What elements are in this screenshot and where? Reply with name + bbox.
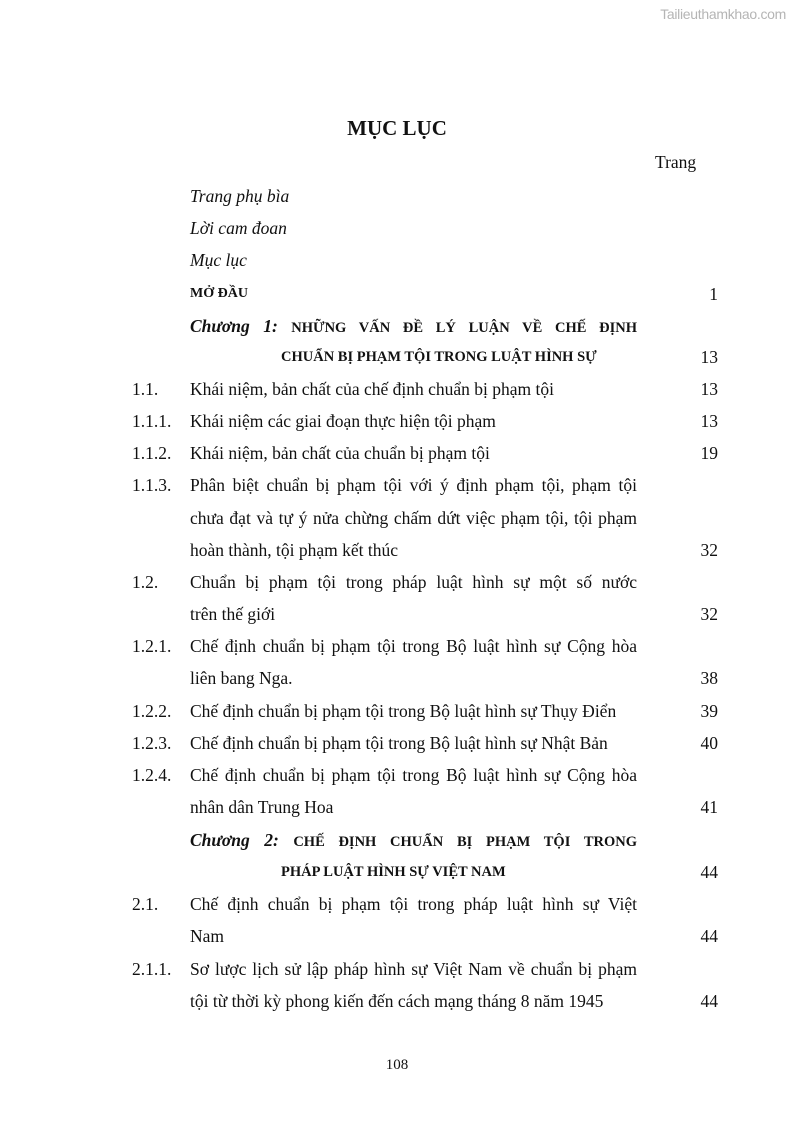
toc-entry (0, 893, 794, 925)
chapter-label: Chương 1: (190, 316, 278, 336)
toc-entry-text: Chuẩn bị phạm tội trong pháp luật hình sự một số nước (190, 572, 637, 592)
toc-entry (0, 410, 794, 442)
toc-entry (0, 635, 794, 667)
toc-front-matter (0, 185, 794, 217)
toc-entry-text: Nam (190, 926, 225, 946)
chapter-title: NHỮNG VẤN ĐỀ LÝ LUẬN VỀ CHẾ ĐỊNH (291, 320, 638, 336)
chapter-heading-line (190, 315, 637, 339)
footer-page-number: 108 (385, 1057, 409, 1073)
toc-entry-number: 1.1. (132, 379, 159, 399)
toc-page-number: 40 (700, 733, 718, 753)
toc-page-number: 41 (700, 797, 718, 817)
toc-entry-number: 1.2. (132, 572, 159, 592)
toc-chapter-1-cont (0, 346, 794, 378)
toc-entry (0, 732, 794, 764)
toc-entry-number: 1.1.3. (132, 475, 172, 495)
toc-page-number: 13 (700, 379, 718, 399)
chapter-title: CHẾ ĐỊNH CHUẨN BỊ PHẠM TỘI TRONG (293, 834, 637, 850)
toc-page-number: 13 (700, 347, 718, 367)
toc-entry-cont (0, 925, 794, 957)
toc-entry-text: Chế định chuẩn bị phạm tội trong pháp luật hình sự Việt (190, 894, 637, 914)
toc-chapter-2 (0, 829, 794, 861)
toc-entry-number: 1.1.1. (132, 411, 172, 431)
toc-entry-text: Khái niệm, bản chất của chế định chuẩn bị phạm tội (190, 379, 554, 399)
toc-page-number: 44 (700, 862, 718, 882)
toc-entry-text: trên thế giới (190, 604, 276, 624)
toc-entry-text: Khái niệm các giai đoạn thực hiện tội phạm (190, 411, 496, 431)
toc-entry-cont (0, 667, 794, 699)
toc-entry-number: 1.2.3. (132, 733, 172, 753)
toc-page-number: 39 (700, 701, 718, 721)
toc-entry (0, 378, 794, 410)
toc-chapter-1 (0, 315, 794, 347)
toc-entry (0, 700, 794, 732)
watermark: Tailieuthamkhao.com (660, 6, 786, 22)
toc-entry (0, 958, 794, 990)
toc-front-matter (0, 217, 794, 249)
toc-chapter-2-cont (0, 861, 794, 893)
toc-page-number: 13 (700, 411, 718, 431)
toc-page-number: 32 (700, 604, 718, 624)
toc-entry-number: 1.2.2. (132, 701, 172, 721)
toc-entry-number: 2.1.1. (132, 959, 172, 979)
toc-entry-text: chưa đạt và tự ý nửa chừng chấm dứt việc phạm tội, tội phạm (190, 508, 637, 528)
toc-entry-number: 1.1.2. (132, 443, 172, 463)
toc-entry-text: liên bang Nga. (190, 668, 293, 688)
toc-page-number: 44 (700, 926, 718, 946)
toc-entry-text: hoàn thành, tội phạm kết thúc (190, 540, 399, 560)
toc-entry-text: Trang phụ bìa (190, 186, 290, 206)
toc-entry-text: Khái niệm, bản chất của chuẩn bị phạm tội (190, 443, 490, 463)
toc-intro (0, 283, 794, 315)
toc-entry-cont (0, 990, 794, 1022)
toc-page-number: 44 (700, 991, 718, 1011)
toc-entry-text: Chế định chuẩn bị phạm tội trong Bộ luật hình sự Thụy Điển (190, 701, 617, 721)
toc-entry-text: Lời cam đoan (190, 218, 287, 238)
toc-entry (0, 474, 794, 506)
toc-page-number: 1 (709, 284, 718, 304)
toc-entry (0, 764, 794, 796)
toc-front-matter (0, 249, 794, 281)
toc-entry-cont (0, 796, 794, 828)
toc-entry-cont (0, 539, 794, 571)
toc-entry-cont (0, 603, 794, 635)
toc-entry-text: Chế định chuẩn bị phạm tội trong Bộ luật hình sự Cộng hòa (190, 765, 637, 785)
toc-page-number: 38 (700, 668, 718, 688)
toc-entry-text: MỞ ĐẦU (190, 286, 248, 301)
toc-entry-text: Sơ lược lịch sử lập pháp hình sự Việt Nam về chuẩn bị phạm (190, 959, 637, 979)
toc-entry-text: Mục lục (190, 250, 247, 270)
chapter-heading-line (190, 829, 637, 853)
toc-page-number: 19 (700, 443, 718, 463)
toc-entry (0, 571, 794, 603)
page-column-header: Trang (655, 152, 697, 172)
toc-entry-number: 1.2.4. (132, 765, 172, 785)
chapter-title-cont: CHUẨN BỊ PHẠM TỘI TRONG LUẬT HÌNH SỰ (281, 349, 597, 365)
toc-entry-text: Phân biệt chuẩn bị phạm tội với ý định phạm tội, phạm tội (190, 475, 637, 495)
chapter-label: Chương 2: (190, 830, 279, 850)
chapter-title-cont: PHÁP LUẬT HÌNH SỰ VIỆT NAM (281, 864, 506, 880)
toc-entry-text: tội từ thời kỳ phong kiến đến cách mạng tháng 8 năm 1945 (190, 991, 604, 1011)
toc-entry-text: nhân dân Trung Hoa (190, 797, 334, 817)
toc-entry (0, 442, 794, 474)
toc-page-number: 32 (700, 540, 718, 560)
toc-entry-cont (0, 507, 794, 539)
page-title: MỤC LỤC (347, 116, 447, 140)
toc-entry-number: 2.1. (132, 894, 159, 914)
toc-entry-text: Chế định chuẩn bị phạm tội trong Bộ luật hình sự Cộng hòa (190, 636, 637, 656)
toc-entry-number: 1.2.1. (132, 636, 172, 656)
toc-entry-text: Chế định chuẩn bị phạm tội trong Bộ luật hình sự Nhật Bản (190, 733, 608, 753)
